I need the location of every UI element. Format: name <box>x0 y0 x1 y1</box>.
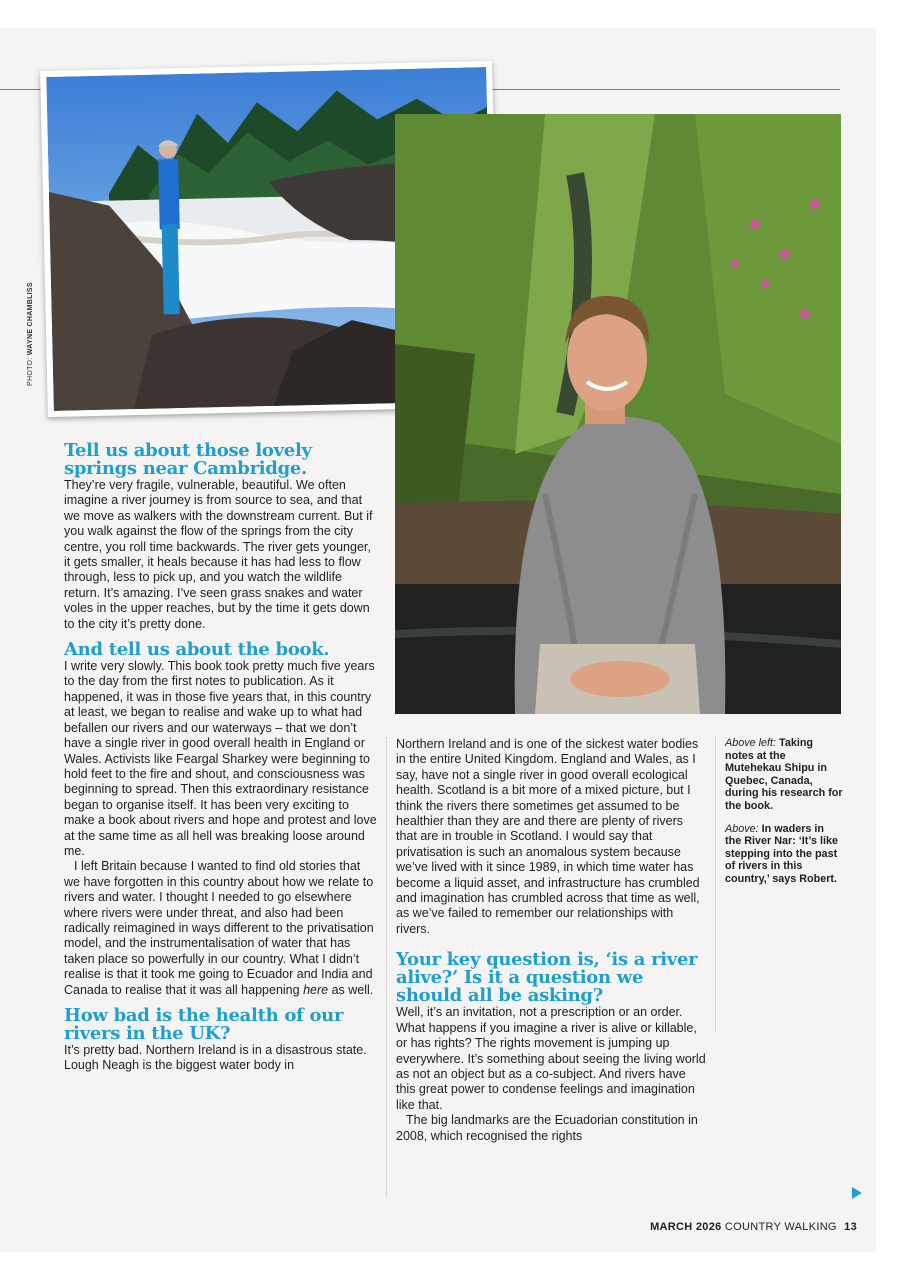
page-footer <box>650 1221 857 1233</box>
column-divider-1 <box>386 737 387 1197</box>
paragraph-invitation: Well, it’s an invitation, not a prescription or an order. What happens if you imagine a river is alive or killable, or has rights? The rights movement is jumping up everywhere. It’s something about seeing the living world as not an object but as a co-subject. And rivers have this great power to condense feelings and imagination like that. <box>396 1005 706 1112</box>
footer-magazine: COUNTRY WALKING <box>724 1221 837 1233</box>
paragraph-northern-ireland: Northern Ireland and is one of the sickest water bodies in the entire United Kingdom. England and Wales, as I say, have not a single river in good overall ecological health. Scotland is a bit more of a mixed picture, but I think the rivers there sometimes get assumed to be healthier than they are and there are plenty of rivers that are in trouble in Scotland. I would say that privatisation is such an anomalous system because we’ve lived with it since 1989, in which time water has become a liquid asset, and infrastructure has crumbled and imagination has crumbled across that time as well, as we’ve failed to remember our relationships with rivers. <box>396 737 700 936</box>
portrait-image <box>395 114 841 714</box>
photo-river-portrait <box>395 114 841 714</box>
heading-health: How bad is the health of our rivers in the UK? <box>64 1005 344 1044</box>
footer-issue: MARCH 2026 <box>650 1221 722 1233</box>
column-middle <box>396 737 706 1144</box>
paragraph-book: I write very slowly. This book took pretty much five years to the day from the first notes to publication. As it happened, it was in those five years that, in this country at least, we began to realise and wake up to what had befallen our rivers and our waterways – that we don’t have a single river in good overall health in England or Wales. Activists like Feargal Sharkey were beginning to hold feet to the fire and shout, and consciousness was beginning to spread. Then this extraordinary resistance began to organise itself. It has been very exciting to make a book about rivers and hope and protest and love at the same time as all hell was breaking loose around me. <box>64 659 377 858</box>
heading-springs: Tell us about those lovely springs near Cambridge. <box>64 440 312 479</box>
page-number: 13 <box>844 1221 857 1233</box>
caption-above-left: Above left: Taking notes at the Mutehekau Shipu in Quebec, Canada, during his research for the book. <box>725 737 843 812</box>
paragraph-landmarks: The big landmarks are the Ecuadorian constitution in 2008, which recognised the rights <box>396 1113 698 1143</box>
continue-arrow-icon <box>852 1187 862 1199</box>
photo-credit: PHOTO: WAYNE CHAMBLISS <box>27 282 34 386</box>
paragraph-health: It’s pretty bad. Northern Ireland is in a disastrous state. Lough Neagh is the biggest water body in <box>64 1043 367 1073</box>
heading-key-question: Your key question is, ‘is a river alive?’ Is it a question we should all be asking? <box>396 949 698 1007</box>
caption-above: Above: In waders in the River Nar: ‘It’s like stepping into the past of rivers in this country,’ says Robert. <box>725 822 839 885</box>
paragraph-springs: They’re very fragile, vulnerable, beautiful. We often imagine a river journey is from source to sea, and that we move as walkers with the downstream current. But if you walk against the flow of the springs from the city centre, you roll time backwards. The river gets younger, it gets smaller, it heals because it has had less to flow through, less to pick up, and you watch the wildlife return. It’s amazing. I’ve seen grass snakes and water voles in the upper reaches, but by the time it gets down to the city it’s pretty done. <box>64 478 373 631</box>
column-left <box>64 442 377 1074</box>
photo-captions <box>725 737 843 896</box>
paragraph-left-britain: I left Britain because I wanted to find old stories that we have forgotten in this country about how we relate to rivers and water. I thought I needed to go elsewhere where rivers were under threat, and also had been radically reimagined in ways different to the privatisation model, and the instrumentalisation of water that has taken place so powerfully in our country. What I didn’t realise is that it took me going to Ecuador and India and Canada to realise that it was all happening here as well. <box>64 859 374 997</box>
column-divider-2 <box>715 737 716 1032</box>
top-rule-right <box>492 89 840 90</box>
heading-book: And tell us about the book. <box>64 639 330 661</box>
